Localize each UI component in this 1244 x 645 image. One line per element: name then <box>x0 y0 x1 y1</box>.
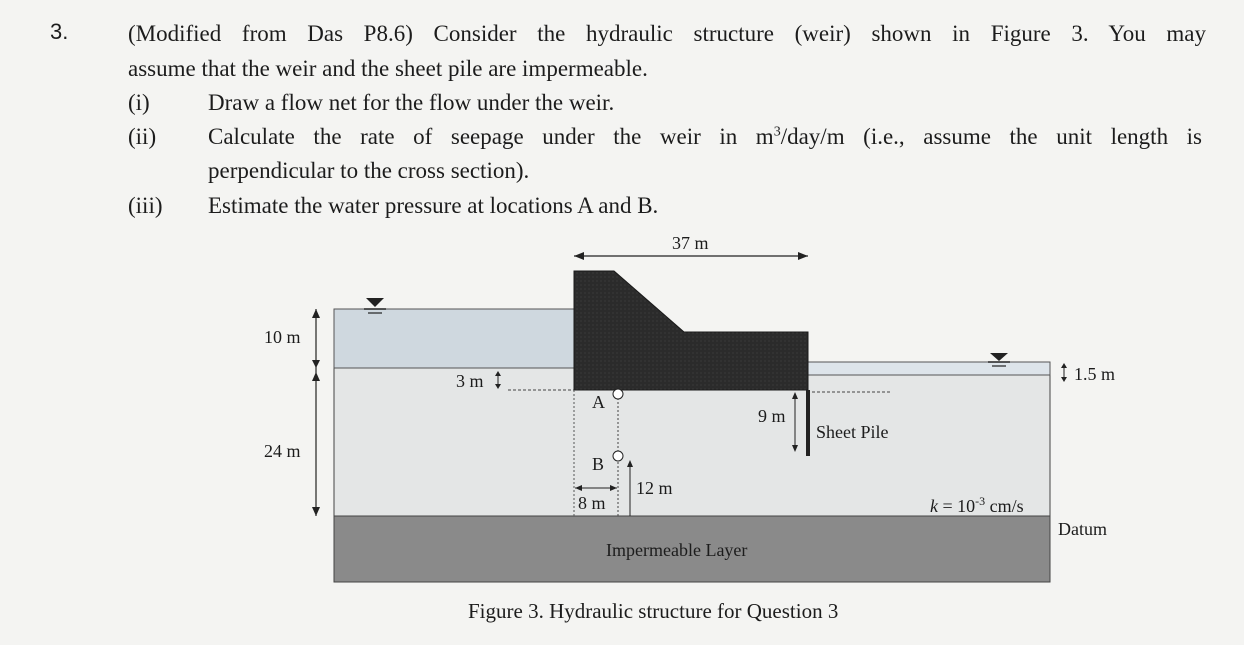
point-a-label: A <box>592 392 605 412</box>
weir <box>574 271 808 390</box>
arrowhead <box>574 252 584 260</box>
downstream-water <box>808 362 1050 375</box>
point-b-marker <box>613 451 623 461</box>
permeability-label: $k = 10^{-3}$ cm/s <box>930 494 1024 516</box>
sheet-pile <box>806 390 810 456</box>
impermeable-layer-label: Impermeable Layer <box>606 540 748 560</box>
question-intro-line2: assume that the weir and the sheet pile are impermeable. <box>128 56 648 81</box>
part-ii-label: (ii) <box>128 124 157 149</box>
arrowhead <box>798 252 808 260</box>
datum-label: Datum <box>1058 519 1107 539</box>
figure-caption: Figure 3. Hydraulic structure for Question 3 <box>468 599 839 623</box>
part-i-text: Draw a flow net for the flow under the weir. <box>208 90 615 115</box>
sheet-pile-label: Sheet Pile <box>816 422 889 442</box>
question-intro-line1: (Modified from Das P8.6) Consider the hydraulic structure (weir) shown in Figure 3. You may <box>128 21 1206 46</box>
upstream-head-label: 10 m <box>264 327 301 347</box>
arrowhead <box>312 360 320 368</box>
soil-depth-label: 24 m <box>264 441 301 461</box>
dim-9m-label: 9 m <box>758 406 786 426</box>
arrowhead <box>312 309 320 318</box>
dim-1.5m-arrow <box>1061 363 1067 382</box>
arrowhead <box>312 507 320 516</box>
point-a-marker <box>613 389 623 399</box>
width-dimension-label: 37 m <box>672 233 709 253</box>
dim-12m-label: 12 m <box>636 478 673 498</box>
dim-8m-label: 8 m <box>578 493 606 513</box>
arrowhead <box>312 372 320 381</box>
downstream-head-label: 1.5 m <box>1074 364 1116 384</box>
part-iii-text: Estimate the water pressure at locations A and B. <box>208 193 659 218</box>
part-ii-text-line2: perpendicular to the cross section). <box>208 158 530 183</box>
part-ii-text-line1: Calculate the rate of seepage under the weir in $m^3/day/m$ (i.e., assume the unit length is <box>208 124 1202 149</box>
question-number: 3. <box>50 19 69 44</box>
upstream-water <box>334 309 574 368</box>
dim-3m-label: 3 m <box>456 371 484 391</box>
part-iii-label: (iii) <box>128 193 163 218</box>
part-i-label: (i) <box>128 90 150 115</box>
point-b-label: B <box>592 454 605 474</box>
